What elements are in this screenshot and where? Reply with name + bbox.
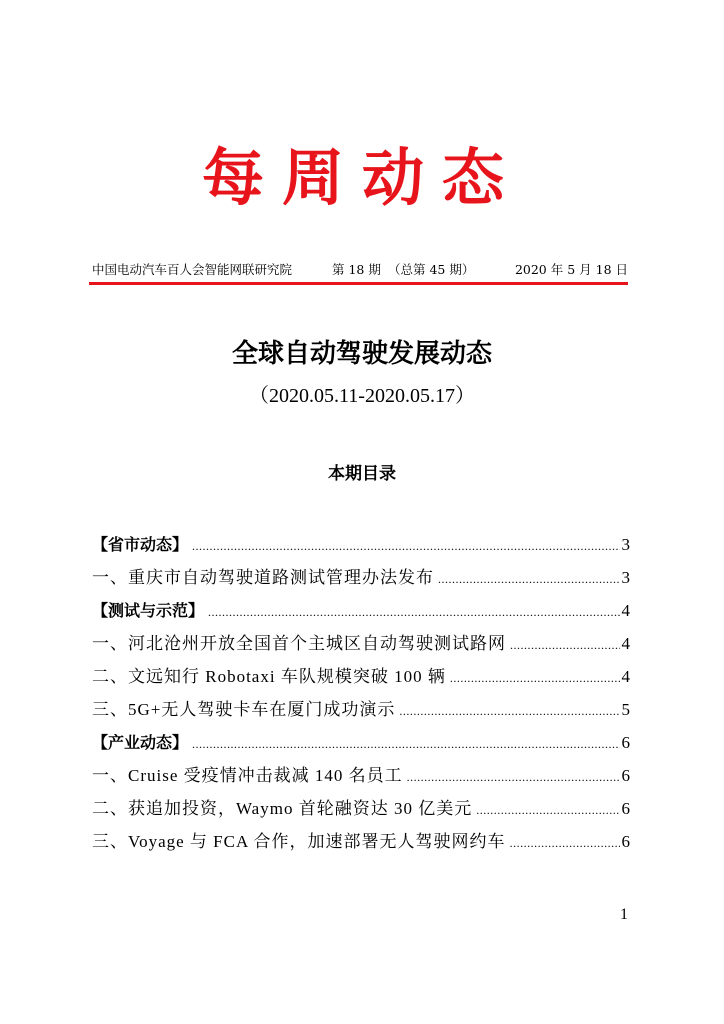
toc-leader-dots: [510, 631, 620, 659]
toc-page-number: 6: [621, 799, 630, 818]
issue-info-line: [92, 262, 628, 278]
toc-page-number: 3: [621, 535, 630, 554]
toc-entry[interactable]: [92, 564, 630, 597]
toc-page-number: 4: [621, 634, 630, 653]
document-date-range: （2020.05.11-2020.05.17）: [249, 385, 475, 407]
toc-entry[interactable]: [92, 828, 630, 861]
toc-item-text: 三、Voyage 与 FCA 合作，加速部署无人驾驶网约车: [92, 832, 506, 851]
toc-leader-dots: [407, 763, 620, 791]
issue-total-number: （总第 45 期）: [388, 262, 475, 277]
toc-leader-dots: [208, 598, 619, 626]
toc-leader-dots: [450, 664, 620, 692]
issue-organization: 中国电动汽车百人会智能网联研究院: [92, 262, 293, 277]
toc-page-number: 5: [621, 700, 630, 719]
toc-item-text: 【省市动态】: [92, 535, 189, 554]
toc-leader-dots: [510, 829, 620, 857]
toc-heading: 本期目录: [328, 464, 396, 484]
table-of-contents: [92, 531, 630, 861]
toc-leader-dots: [438, 565, 620, 593]
red-divider-rule: [89, 282, 628, 285]
toc-leader-dots: [192, 730, 619, 758]
toc-item-text: 【测试与示范】: [92, 601, 205, 620]
toc-page-number: 4: [621, 601, 630, 620]
toc-entry[interactable]: [92, 762, 630, 795]
toc-leader-dots: [399, 697, 619, 725]
page-number: 1: [620, 906, 628, 923]
toc-item-text: 三、5G+无人驾驶卡车在厦门成功演示: [92, 700, 396, 719]
toc-page-number: 3: [621, 568, 630, 587]
toc-item-text: 一、河北沧州开放全国首个主城区自动驾驶测试路网: [92, 634, 506, 653]
toc-section-testing[interactable]: [92, 597, 630, 630]
toc-page-number: 4: [621, 667, 630, 686]
toc-item-text: 一、重庆市自动驾驶道路测试管理办法发布: [92, 568, 434, 587]
document-title: 全球自动驾驶发展动态: [231, 339, 492, 369]
toc-entry[interactable]: [92, 795, 630, 828]
masthead-title: 每周动态: [201, 141, 522, 214]
issue-number: 第 18 期: [332, 262, 381, 277]
toc-entry[interactable]: [92, 696, 630, 729]
toc-leader-dots: [476, 796, 619, 824]
toc-section-industry[interactable]: [92, 729, 630, 762]
toc-section-provincial[interactable]: [92, 531, 630, 564]
toc-entry[interactable]: [92, 630, 630, 663]
toc-page-number: 6: [621, 733, 630, 752]
toc-item-text: 二、文远知行 Robotaxi 车队规模突破 100 辆: [92, 667, 446, 686]
toc-entry[interactable]: [92, 663, 630, 696]
toc-leader-dots: [192, 532, 619, 560]
toc-item-text: 二、获追加投资，Waymo 首轮融资达 30 亿美元: [92, 799, 473, 818]
toc-item-text: 一、Cruise 受疫情冲击裁减 140 名员工: [92, 766, 403, 785]
toc-item-text: 【产业动态】: [92, 733, 189, 752]
toc-page-number: 6: [621, 832, 630, 851]
issue-date: 2020 年 5 月 18 日: [514, 262, 628, 277]
toc-page-number: 6: [621, 766, 630, 785]
